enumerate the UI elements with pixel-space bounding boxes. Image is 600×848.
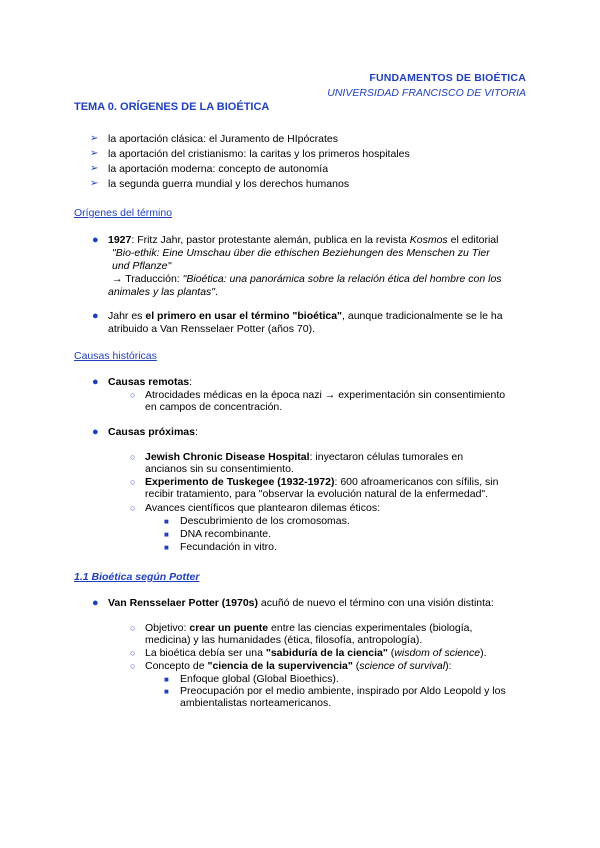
german-title-line-1: "Bio-ethik: Eine Umschau über die ethischen Beziehungen des Menschen zu Tier	[112, 247, 490, 259]
bullet-square-icon: ■	[164, 543, 169, 552]
objetivo-line-2: medicina) y las humanidades (ética, filosofía, antropología).	[145, 634, 423, 646]
list-item-continuation: ambientalistas norteamericanos.	[180, 697, 332, 709]
arrow-bullet-icon: ➢	[90, 133, 99, 144]
bullet-dot-icon: ●	[92, 426, 99, 438]
causas-remotas-label: Causas remotas:	[108, 376, 193, 388]
tuskegee-line-2: recibir tratamiento, para "observar la evolución natural de la enfermedad".	[145, 488, 489, 500]
remotas-line-2: en campos de concentración.	[145, 401, 283, 413]
origenes-item-1-line-1: 1927: Fritz Jahr, pastor protestante alemán, publica en la revista Kosmos el editorial	[108, 234, 499, 246]
jewish-hospital-line-1: Jewish Chronic Disease Hospital: inyectaron células tumorales en	[145, 451, 464, 463]
list-item: Fecundación in vitro.	[180, 541, 277, 553]
arrow-bullet-icon: ➢	[90, 148, 99, 159]
concepto-line: Concepto de "ciencia de la supervivencia" (science of survival):	[145, 660, 452, 672]
bullet-dot-icon: ●	[92, 310, 99, 322]
potter-heading: 1.1 Bioética según Potter	[74, 571, 200, 583]
list-item: DNA recombinante.	[180, 528, 272, 540]
bullet-circle-icon: ○	[130, 452, 136, 462]
potter-intro: Van Rensselaer Potter (1970s) acuñó de nuevo el término con una visión distinta:	[108, 597, 494, 609]
german-title-line-2: und Pflanze"	[112, 260, 172, 272]
tuskegee-line-1: Experimento de Tuskegee (1932-1972): 600 afroamericanos con sífilis, sin	[145, 476, 499, 488]
avances-line: Avances científicos que plantearon dilemas éticos:	[145, 502, 381, 514]
translation-line-2: animales y las plantas".	[108, 286, 218, 298]
translation-line-1: → Traducción: "Bioética: una panorámica sobre la relación ética del hombre con los	[112, 273, 502, 285]
bullet-square-icon: ■	[164, 517, 169, 526]
bullet-circle-icon: ○	[130, 477, 136, 487]
jewish-hospital-line-2: ancianos sin su consentimiento.	[145, 463, 294, 475]
intro-list	[90, 131, 410, 191]
course-title: FUNDAMENTOS DE BIOÉTICA	[369, 72, 526, 84]
bullet-circle-icon: ○	[130, 648, 136, 658]
causas-proximas-label: Causas próximas:	[108, 426, 198, 438]
tema-heading: TEMA 0. ORÍGENES DE LA BIOÉTICA	[74, 101, 270, 113]
list-item: ➢ la aportación clásica: el Juramento de HIpócrates	[90, 132, 338, 145]
bullet-dot-icon: ●	[92, 234, 99, 246]
origenes-heading-link[interactable]: Orígenes del término	[74, 207, 173, 219]
bullet-dot-icon: ●	[92, 376, 99, 388]
origenes-item-2-line-1: Jahr es el primero en usar el término "bioética", aunque tradicionalmente se le ha	[108, 310, 503, 322]
bullet-square-icon: ■	[164, 675, 169, 684]
bullet-circle-icon: ○	[130, 623, 136, 633]
bullet-square-icon: ■	[164, 687, 169, 696]
bullet-circle-icon: ○	[130, 390, 136, 400]
bullet-square-icon: ■	[164, 530, 169, 539]
list-item: ➢ la aportación del cristianismo: la caritas y los primeros hospitales	[90, 147, 410, 160]
causas-heading-link[interactable]: Causas históricas	[74, 350, 157, 362]
list-item: ➢ la segunda guerra mundial y los derechos humanos	[90, 177, 350, 190]
list-item: Enfoque global (Global Bioethics).	[180, 673, 339, 685]
remotas-line-1: Atrocidades médicas en la época nazi → experimentación sin consentimiento	[145, 389, 506, 401]
arrow-bullet-icon: ➢	[90, 178, 99, 189]
bullet-circle-icon: ○	[130, 503, 136, 513]
bullet-circle-icon: ○	[130, 661, 136, 671]
sabiduria-line: La bioética debía ser una "sabiduría de la ciencia" (wisdom of science).	[145, 647, 487, 659]
university-name: UNIVERSIDAD FRANCISCO DE VITORIA	[327, 87, 526, 99]
list-item: ➢ la aportación moderna: concepto de autonomía	[90, 162, 329, 175]
list-item: Preocupación por el medio ambiente, inspirado por Aldo Leopold y los	[180, 685, 506, 697]
arrow-bullet-icon: ➢	[90, 163, 99, 174]
bullet-dot-icon: ●	[92, 597, 99, 609]
list-item: Descubrimiento de los cromosomas.	[180, 515, 350, 527]
objetivo-line-1: Objetivo: crear un puente entre las ciencias experimentales (biología,	[145, 622, 473, 634]
origenes-item-2-line-2: atribuido a Van Rensselaer Potter (años 70).	[108, 323, 316, 335]
